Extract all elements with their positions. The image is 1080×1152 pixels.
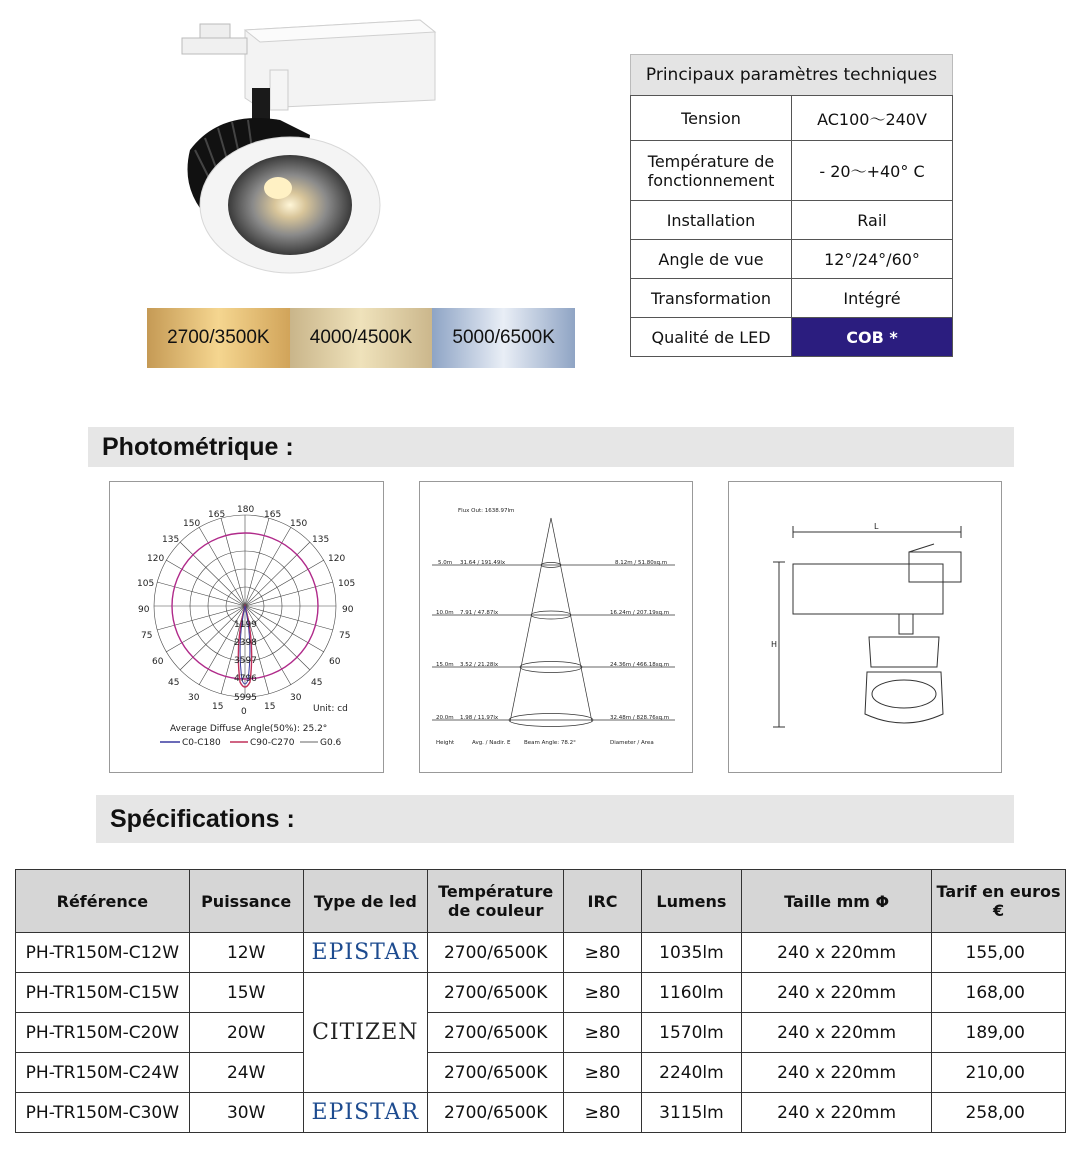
spec-lumens: 1035lm <box>641 933 742 973</box>
polar-radial-value: 3597 <box>234 656 257 666</box>
polar-legend-c0: C0-C180 <box>182 738 221 748</box>
spec-temp: 2700/6500K <box>427 933 563 973</box>
tech-value: 12°/24°/60° <box>792 240 953 279</box>
polar-angle-label: 150 <box>290 519 308 529</box>
spec-power: 24W <box>189 1053 303 1093</box>
polar-radial-value: 4796 <box>234 674 257 684</box>
table-row <box>16 973 1066 1013</box>
spec-lumens: 2240lm <box>641 1053 742 1093</box>
spec-ref: PH-TR150M-C12W <box>16 933 190 973</box>
spec-price: 210,00 <box>932 1053 1066 1093</box>
cone-footer: Height <box>436 740 455 746</box>
tech-key: Transformation <box>631 279 792 318</box>
polar-angle-label: 165 <box>264 510 282 520</box>
cone-diagram <box>420 482 692 772</box>
color-temp-cool: 5000/6500K <box>432 308 575 368</box>
spec-header: IRC <box>564 870 641 933</box>
polar-angle-label: 135 <box>162 535 180 545</box>
spec-irc: ≥80 <box>564 1093 641 1133</box>
table-row <box>16 933 1066 973</box>
tech-value: Intégré <box>792 279 953 318</box>
polar-angle-label: 0 <box>241 707 247 717</box>
spec-size: 240 x 220mm <box>742 933 932 973</box>
tech-key: Installation <box>631 201 792 240</box>
dimension-length: L <box>874 522 879 531</box>
spec-irc: ≥80 <box>564 1013 641 1053</box>
polar-angle-label: 135 <box>312 535 330 545</box>
tech-key: Température de fonctionnement <box>631 141 792 201</box>
spec-header: Tarif en euros € <box>932 870 1066 933</box>
cone-illuminance: 7.91 / 47.87lx <box>460 610 499 616</box>
spec-temp: 2700/6500K <box>427 1013 563 1053</box>
polar-unit: Unit: cd <box>313 704 348 714</box>
polar-diagram-panel <box>109 481 384 773</box>
polar-angle-label: 120 <box>328 554 346 564</box>
spec-led-brand: EPISTAR <box>303 933 427 973</box>
cone-height: 20.0m <box>436 715 454 721</box>
technical-parameters-table <box>630 54 953 357</box>
polar-angle-label: 60 <box>329 657 341 667</box>
section-header-specifications: Spécifications : <box>96 795 1014 843</box>
cone-height: 15.0m <box>436 662 454 668</box>
spec-ref: PH-TR150M-C20W <box>16 1013 190 1053</box>
section-header-photometric: Photométrique : <box>88 427 1014 467</box>
polar-angle-label: 45 <box>168 678 180 688</box>
table-row <box>16 1093 1066 1133</box>
cone-footer: Beam Angle: 78.2° <box>524 740 576 746</box>
spec-power: 15W <box>189 973 303 1013</box>
spec-header: Température de couleur <box>427 870 563 933</box>
polar-radial-value: 5995 <box>234 693 257 703</box>
dimension-height: H <box>771 640 778 649</box>
spec-led-brand: CITIZEN <box>303 1013 427 1053</box>
dimension-drawing-panel <box>728 481 1002 773</box>
polar-angle-label: 90 <box>342 605 354 615</box>
spec-header: Référence <box>16 870 190 933</box>
product-image <box>160 10 460 300</box>
spec-power: 12W <box>189 933 303 973</box>
spec-temp: 2700/6500K <box>427 1053 563 1093</box>
spec-size: 240 x 220mm <box>742 1013 932 1053</box>
tech-key: Angle de vue <box>631 240 792 279</box>
spec-header: Puissance <box>189 870 303 933</box>
dimension-drawing <box>729 482 1001 772</box>
tech-value: Rail <box>792 201 953 240</box>
spec-price: 189,00 <box>932 1013 1066 1053</box>
cone-footer: Diameter / Area <box>610 740 654 746</box>
cone-diameter: 8.12m / 51.80sq.m <box>615 560 668 566</box>
polar-angle-label: 75 <box>339 631 351 641</box>
cone-footer: Avg. / Nadir. E <box>472 740 511 746</box>
polar-legend-c90: C90-C270 <box>250 738 295 748</box>
spec-price: 155,00 <box>932 933 1066 973</box>
polar-angle-label: 75 <box>141 631 153 641</box>
polar-note: Average Diffuse Angle(50%): 25.2° <box>170 724 328 734</box>
polar-angle-label: 165 <box>208 510 226 520</box>
spec-lumens: 1160lm <box>641 973 742 1013</box>
spec-led-brand <box>303 973 427 1013</box>
spec-lumens: 1570lm <box>641 1013 742 1053</box>
polar-angle-label: 180 <box>237 505 255 515</box>
spec-ref: PH-TR150M-C30W <box>16 1093 190 1133</box>
spec-irc: ≥80 <box>564 933 641 973</box>
specifications-table <box>15 869 1066 1133</box>
cone-illuminance: 31.64 / 191.49lx <box>460 560 506 566</box>
spec-header: Type de led <box>303 870 427 933</box>
polar-angle-label: 30 <box>290 693 302 703</box>
spec-ref: PH-TR150M-C15W <box>16 973 190 1013</box>
tech-value: AC100～240V <box>792 96 953 141</box>
polar-angle-label: 15 <box>264 702 276 712</box>
polar-angle-label: 105 <box>137 579 155 589</box>
tech-key: Qualité de LED <box>631 318 792 357</box>
polar-angle-label: 45 <box>311 678 323 688</box>
spec-size: 240 x 220mm <box>742 973 932 1013</box>
polar-radial-value: 2398 <box>234 638 257 648</box>
polar-radial-value: 1199 <box>234 620 257 630</box>
polar-angle-label: 90 <box>138 605 150 615</box>
color-temp-warm: 2700/3500K <box>147 308 290 368</box>
polar-diagram <box>110 482 383 772</box>
spec-header: Lumens <box>641 870 742 933</box>
table-row <box>16 1013 1066 1053</box>
cone-illuminance: 3.52 / 21.28lx <box>460 662 499 668</box>
spec-size: 240 x 220mm <box>742 1093 932 1133</box>
table-row <box>16 1053 1066 1093</box>
tech-table-title: Principaux paramètres techniques <box>630 54 953 95</box>
spec-power: 30W <box>189 1093 303 1133</box>
polar-angle-label: 105 <box>338 579 356 589</box>
spec-price: 258,00 <box>932 1093 1066 1133</box>
tech-key: Tension <box>631 96 792 141</box>
spec-irc: ≥80 <box>564 1053 641 1093</box>
spec-power: 20W <box>189 1013 303 1053</box>
polar-angle-label: 60 <box>152 657 164 667</box>
spec-ref: PH-TR150M-C24W <box>16 1053 190 1093</box>
spec-irc: ≥80 <box>564 973 641 1013</box>
spec-price: 168,00 <box>932 973 1066 1013</box>
polar-angle-label: 120 <box>147 554 165 564</box>
cone-diameter: 16.24m / 207.19sq.m <box>610 610 670 616</box>
spec-lumens: 3115lm <box>641 1093 742 1133</box>
cone-illuminance: 1.98 / 11.97lx <box>460 715 499 721</box>
color-temp-neutral: 4000/4500K <box>290 308 433 368</box>
polar-angle-label: 150 <box>183 519 201 529</box>
cone-height: 5.0m <box>438 560 453 566</box>
spec-temp: 2700/6500K <box>427 1093 563 1133</box>
polar-angle-label: 15 <box>212 702 224 712</box>
spec-led-brand <box>303 1053 427 1093</box>
cone-diameter: 32.48m / 828.76sq.m <box>610 715 670 721</box>
cone-diameter: 24.36m / 466.18sq.m <box>610 662 670 668</box>
cone-height: 10.0m <box>436 610 454 616</box>
color-temperature-strip <box>147 308 575 368</box>
spec-header: Taille mm Φ <box>742 870 932 933</box>
spec-led-brand: EPISTAR <box>303 1093 427 1133</box>
cone-diagram-panel <box>419 481 693 773</box>
spec-size: 240 x 220mm <box>742 1053 932 1093</box>
polar-angle-label: 30 <box>188 693 200 703</box>
spec-temp: 2700/6500K <box>427 973 563 1013</box>
cone-flux: Flux Out: 1638.97lm <box>458 508 515 514</box>
tech-value-highlight: COB * <box>792 318 953 357</box>
polar-legend-g: G0.6 <box>320 738 342 748</box>
tech-value: - 20～+40° C <box>792 141 953 201</box>
